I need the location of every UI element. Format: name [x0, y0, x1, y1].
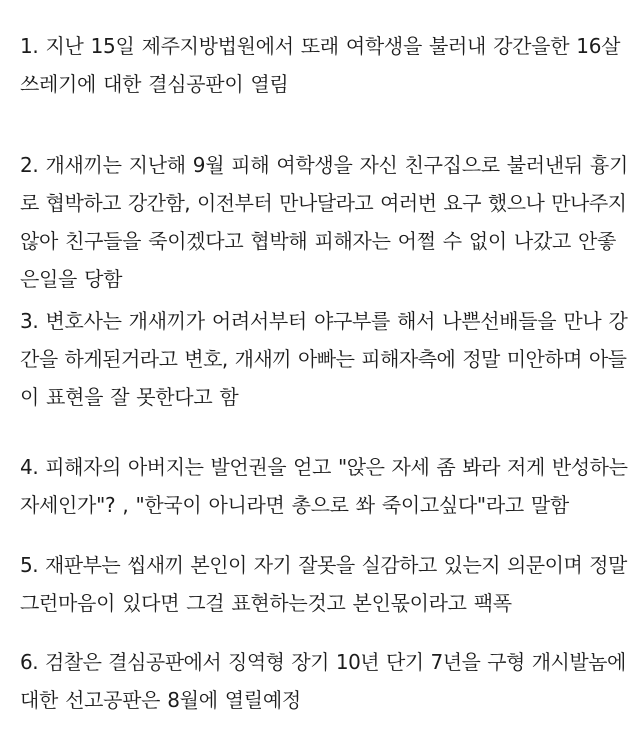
paragraph-line: 2. 개새끼는 지난해 9월 피해 여학생을 자신 친구집으로 불러낸뒤 흉기: [20, 153, 628, 177]
paragraph-4: [20, 448, 628, 524]
paragraph-6: [20, 643, 628, 719]
paragraph-line: 자세인가"? , "한국이 아니라면 총으로 쏴 죽이고싶다"라고 말함: [20, 493, 569, 517]
paragraph-line: 대한 선고공판은 8월에 열릴예정: [20, 688, 301, 712]
paragraph-line: 이 표현을 잘 못한다고 함: [20, 385, 239, 409]
paragraph-3: [20, 302, 628, 416]
paragraph-line: 은일을 당함: [20, 267, 123, 291]
paragraph-line: 그런마음이 있다면 그걸 표현하는것고 본인몫이라고 팩폭: [20, 591, 512, 615]
paragraph-2: [20, 146, 628, 298]
paragraph-line: 1. 지난 15일 제주지방법원에서 또래 여학생을 불러내 강간을한 16살: [20, 34, 621, 58]
paragraph-line: 3. 변호사는 개새끼가 어려서부터 야구부를 해서 나쁜선배들을 만나 강: [20, 309, 628, 333]
paragraph-5: [20, 546, 628, 622]
paragraph-line: 4. 피해자의 아버지는 발언권을 얻고 "앉은 자세 좀 봐라 저게 반성하는: [20, 455, 628, 479]
paragraph-line: 6. 검찰은 결심공판에서 징역형 장기 10년 단기 7년을 구형 개시발놈에: [20, 650, 626, 674]
paragraph-line: 로 협박하고 강간함, 이전부터 만나달라고 여러번 요구 했으나 만나주지: [20, 191, 627, 215]
paragraph-1: [20, 27, 628, 103]
paragraph-line: 간을 하게된거라고 변호, 개새끼 아빠는 피해자측에 정말 미안하며 아들: [20, 347, 627, 371]
paragraph-line: 않아 친구들을 죽이겠다고 협박해 피해자는 어쩔 수 없이 나갔고 안좋: [20, 229, 617, 253]
paragraph-line: 쓰레기에 대한 결심공판이 열림: [20, 72, 289, 96]
paragraph-line: 5. 재판부는 씹새끼 본인이 자기 잘못을 실감하고 있는지 의문이며 정말: [20, 553, 627, 577]
